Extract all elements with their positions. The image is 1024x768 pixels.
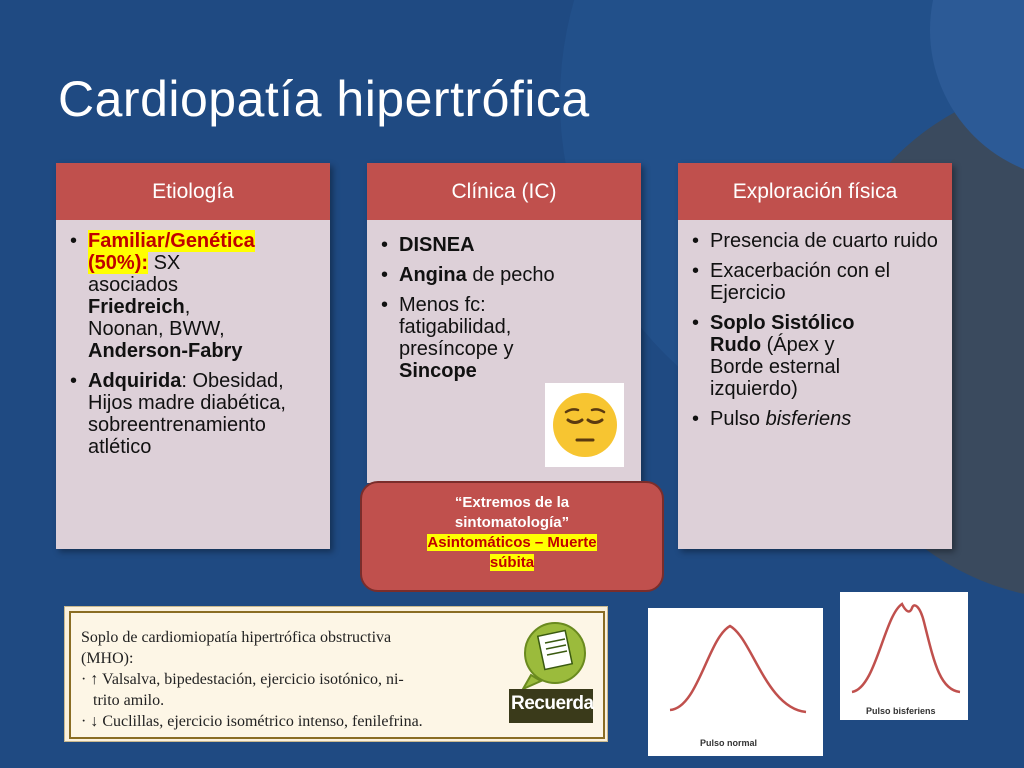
- list-item: [692, 230, 938, 252]
- recuerda-badge: [507, 619, 593, 731]
- bold-text: Friedreich: [88, 296, 185, 318]
- column-header: Exploración física: [678, 163, 952, 220]
- column-body: [367, 220, 641, 382]
- callout-line: “Extremos de la: [454, 494, 570, 511]
- item-text: asociados: [88, 274, 179, 296]
- recuerda-line: · ↑ Valsalva, bipedestación, ejercicio isotónico, ni-: [81, 671, 404, 688]
- italic-text: bisferiens: [765, 408, 852, 430]
- callout-line: sintomatología”: [454, 514, 570, 531]
- recuerda-line: (MHO):: [81, 650, 134, 667]
- item-text: Pulso: [710, 408, 766, 430]
- recuerda-line: trito amilo.: [93, 692, 165, 709]
- bold-text: Angina: [399, 264, 467, 286]
- list-item: [692, 312, 882, 400]
- list-item: [381, 234, 627, 256]
- recuerda-box: [64, 606, 608, 742]
- recuerda-text: [81, 627, 499, 732]
- item-text: ,: [184, 296, 191, 318]
- list-item: [381, 264, 627, 286]
- item-text: Menos fc: fatigabilidad, presíncope y: [399, 294, 514, 360]
- item-text: :: [181, 370, 187, 392]
- pulse-bisferiens-curve: [840, 592, 968, 720]
- pensive-face-icon: [545, 383, 624, 467]
- bold-text: Adquirida: [88, 370, 182, 392]
- column-etiologia: [56, 163, 330, 549]
- pulse-bisferiens-image: [840, 592, 968, 720]
- highlight-text: Familiar/Genética: [88, 230, 255, 252]
- pulse-normal-label: Pulso normal: [700, 738, 758, 748]
- list-item: [692, 260, 912, 304]
- pulse-normal-curve: [648, 608, 823, 756]
- column-body: [56, 220, 330, 458]
- list-item: [70, 230, 316, 362]
- bold-text: Anderson-Fabry: [88, 340, 243, 362]
- highlight-text: (50%):: [88, 252, 149, 274]
- recuerda-line: · ↓ Cuclillas, ejercicio isométrico intenso, fenilefrina.: [81, 713, 423, 730]
- recuerda-inner: [69, 611, 605, 739]
- item-text: Exacerbación con el Ejercicio: [710, 260, 891, 304]
- pensive-face-icon-svg: [550, 390, 620, 460]
- column-exploracion: [678, 163, 952, 549]
- recuerda-badge-label: Recuerda: [511, 693, 594, 714]
- callout-highlight: Asintomáticos – Muerte: [427, 534, 597, 551]
- item-text: Noonan, BWW,: [88, 318, 225, 340]
- list-item: [381, 294, 551, 382]
- item-text: SX: [148, 252, 181, 274]
- bold-text: Soplo Sistólico Rudo: [710, 312, 855, 356]
- item-text: (Ápex y Borde esternal izquierdo): [710, 334, 841, 400]
- callout-highlight: súbita: [489, 554, 535, 571]
- list-item: [70, 370, 316, 458]
- item-text: de pecho: [466, 264, 555, 286]
- column-header: Etiología: [56, 163, 330, 220]
- recuerda-line: Soplo de cardiomiopatía hipertrófica obstructiva: [81, 629, 392, 646]
- item-text: Obesidad, Hijos madre diabética, sobreentrenamiento atlético: [88, 370, 286, 458]
- slide-title: Cardiopatía hipertrófica: [58, 71, 590, 127]
- pulse-normal-image: [648, 608, 823, 756]
- item-text: Presencia de cuarto ruido: [710, 230, 938, 252]
- bold-text: Sincope: [399, 360, 477, 382]
- pulse-bisferiens-label: Pulso bisferiens: [866, 706, 936, 716]
- list-item: [692, 408, 938, 430]
- callout-box: [360, 481, 664, 592]
- column-body: [678, 220, 952, 430]
- column-header: Clínica (IC): [367, 163, 641, 220]
- bold-text: DISNEA: [399, 234, 475, 256]
